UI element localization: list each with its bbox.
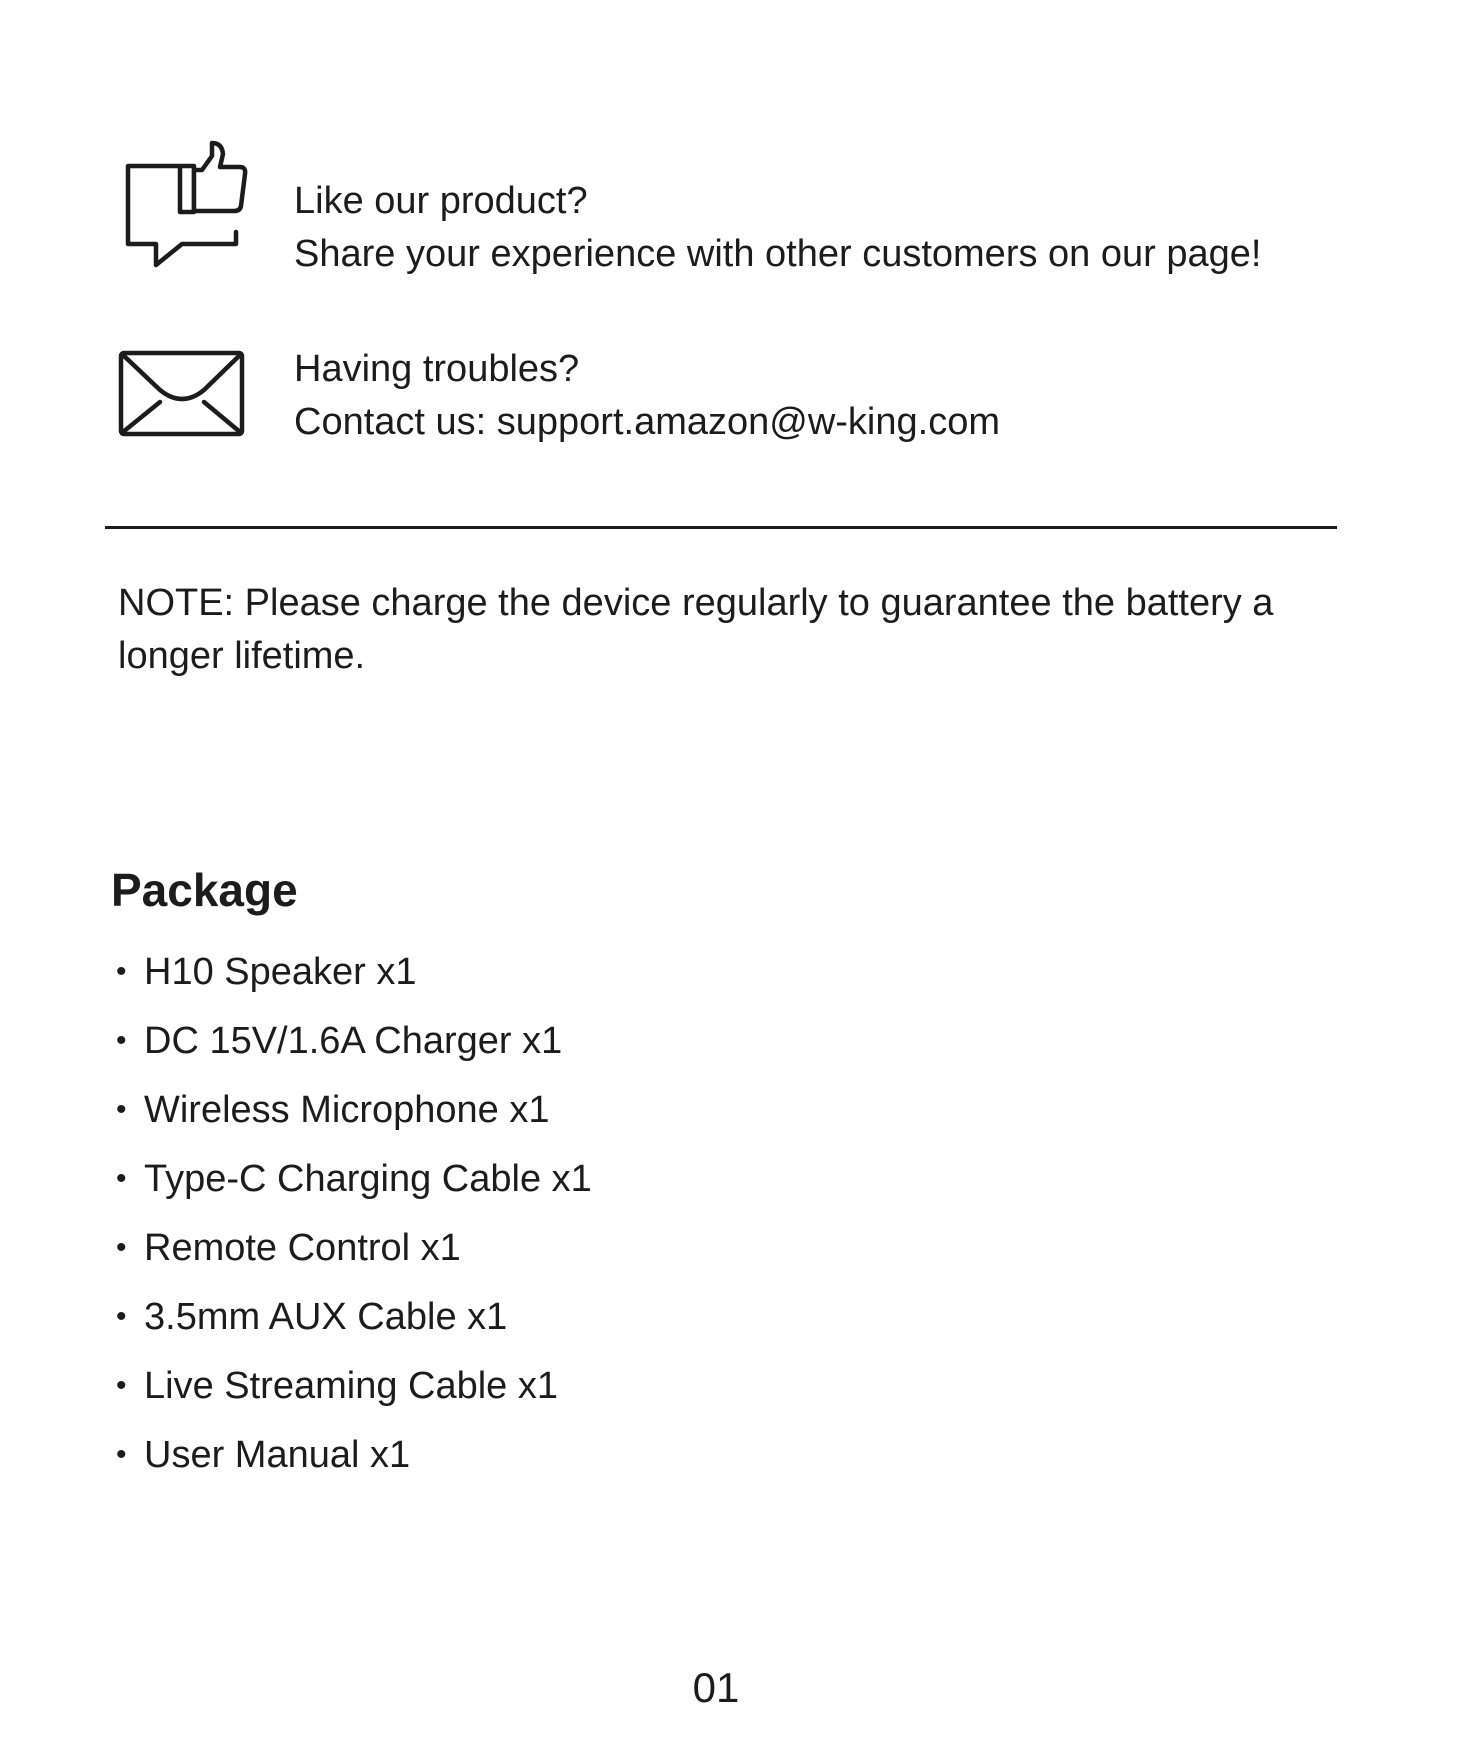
bullet: • xyxy=(116,1162,127,1195)
package-item-label: H10 Speaker x1 xyxy=(144,951,417,993)
thumbs-up-speech-bubble-icon xyxy=(124,140,252,270)
battery-note: NOTE: Please charge the device regularly to guarantee the battery a longer lifetime. xyxy=(118,582,1274,677)
page-number: 01 xyxy=(692,1664,740,1711)
package-item-label: Live Streaming Cable x1 xyxy=(144,1365,558,1407)
support-contact: Contact us: support.amazon@w-king.com xyxy=(294,401,1000,443)
feedback-question: Like our product? xyxy=(294,180,588,222)
bullet: • xyxy=(116,1438,127,1471)
section-divider xyxy=(105,526,1337,529)
package-item-label: 3.5mm AUX Cable x1 xyxy=(144,1296,508,1338)
bullet: • xyxy=(116,1024,127,1057)
package-item-label: User Manual x1 xyxy=(144,1434,411,1476)
package-item-label: Wireless Microphone x1 xyxy=(144,1089,550,1131)
bullet: • xyxy=(116,1231,127,1264)
feedback-message: Share your experience with other customers on our page! xyxy=(294,233,1262,275)
support-question: Having troubles? xyxy=(294,348,580,390)
bullet: • xyxy=(116,1093,127,1126)
package-item-label: DC 15V/1.6A Charger x1 xyxy=(144,1020,563,1062)
package-item-label: Remote Control x1 xyxy=(144,1227,461,1269)
envelope-icon xyxy=(118,350,246,438)
package-item-label: Type-C Charging Cable x1 xyxy=(144,1158,592,1200)
bullet: • xyxy=(116,955,127,988)
bullet: • xyxy=(116,1369,127,1402)
bullet: • xyxy=(116,1300,127,1333)
package-title: Package xyxy=(111,864,298,916)
